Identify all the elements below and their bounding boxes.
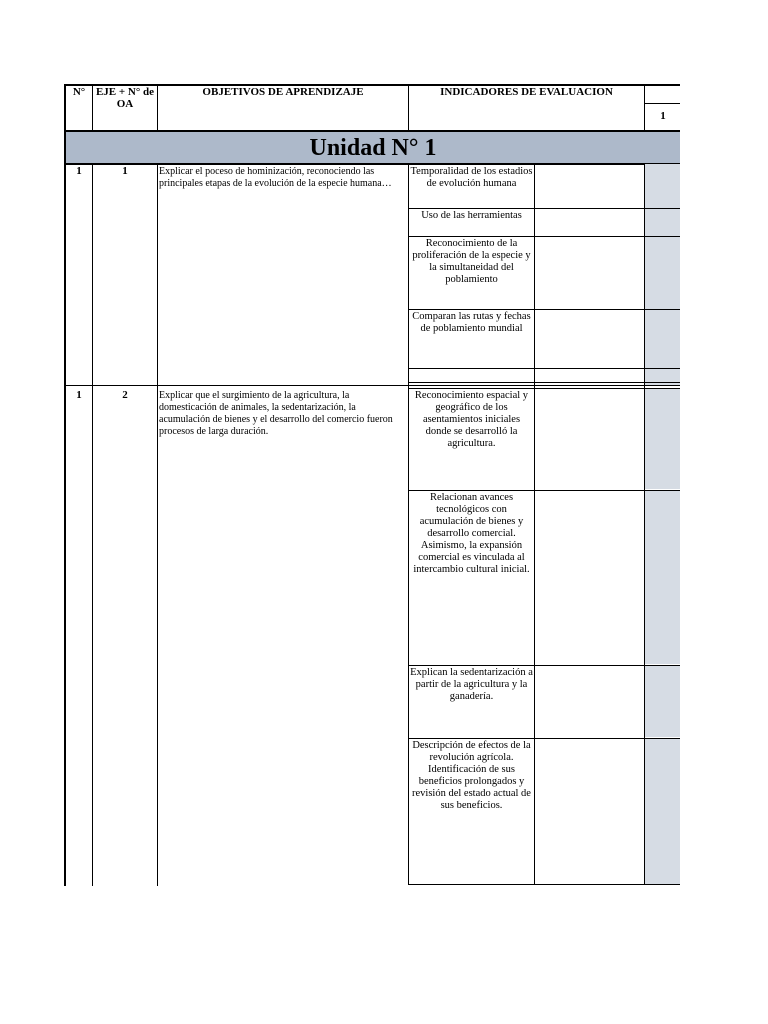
row2-indicator-1: Reconocimiento espacial y geográfico de los asentamientos iniciales donde se desarrolló la agricultura.: [414, 390, 529, 449]
row1-indicator-3: Reconocimiento de la proliferación de la especie y la simultaneidad del poblamiento: [412, 238, 531, 285]
row2-n: 1: [76, 389, 82, 401]
row2-eje: 2: [122, 389, 128, 401]
header-column-number: 1: [660, 110, 666, 122]
row1-indicator-4: Comparan las rutas y fechas de poblamiento mundial: [412, 311, 531, 334]
gray-cell: [645, 389, 680, 489]
header-objetivos: OBJETIVOS DE APRENDIZAJE: [202, 86, 364, 98]
header-indicadores: INDICADORES DE EVALUACION: [440, 86, 613, 98]
header-n: N°: [72, 86, 86, 98]
row1-indicator-1: Temporalidad de los estadios de evolución humana: [410, 166, 533, 189]
row2-objective: Explicar que el surgimiento de la agricultura, la domesticación de animales, la sedentarización, la acumulación de bienes y el desarrollo del comercio fueron procesos de larga duración.: [159, 390, 393, 437]
header-left-border: [64, 84, 66, 132]
row1-n: 1: [76, 165, 82, 177]
row2-indicator-4: Descripción de efectos de la revolución agrícola. Identificación de sus beneficios prolongados y revisión del estado actual de sus beneficios.: [412, 740, 531, 811]
unit-title: Unidad N° 1: [309, 135, 437, 161]
gray-cell: [645, 237, 680, 309]
row1-indicator-2: Uso de las herramientas: [421, 210, 522, 221]
gray-cell: [645, 666, 680, 737]
gray-cell: [645, 164, 680, 208]
gray-cell: [645, 209, 680, 236]
row1-eje: 1: [122, 165, 128, 177]
row1-objective: Explicar el poceso de hominización, reconociendo las principales etapas de la evolución de la especie humana…: [159, 166, 392, 189]
row2-indicator-2: Relacionan avances tecnológicos con acumulación de bienes y desarrollo comercial. Asimismo, la expansión comercial es vinculada al intercambio cultural inicial.: [413, 492, 530, 575]
table-left-border: [64, 164, 66, 886]
row2-indicator-3: Explican la sedentarización a partir de la agricultura y la ganadería.: [410, 667, 533, 702]
gray-cell: [645, 491, 680, 664]
gray-cell: [645, 310, 680, 368]
header-split-line: [645, 103, 680, 104]
header-eje: EJE + N° de OA: [95, 86, 155, 110]
gray-cell: [645, 739, 680, 884]
unit-banner: [66, 132, 680, 164]
